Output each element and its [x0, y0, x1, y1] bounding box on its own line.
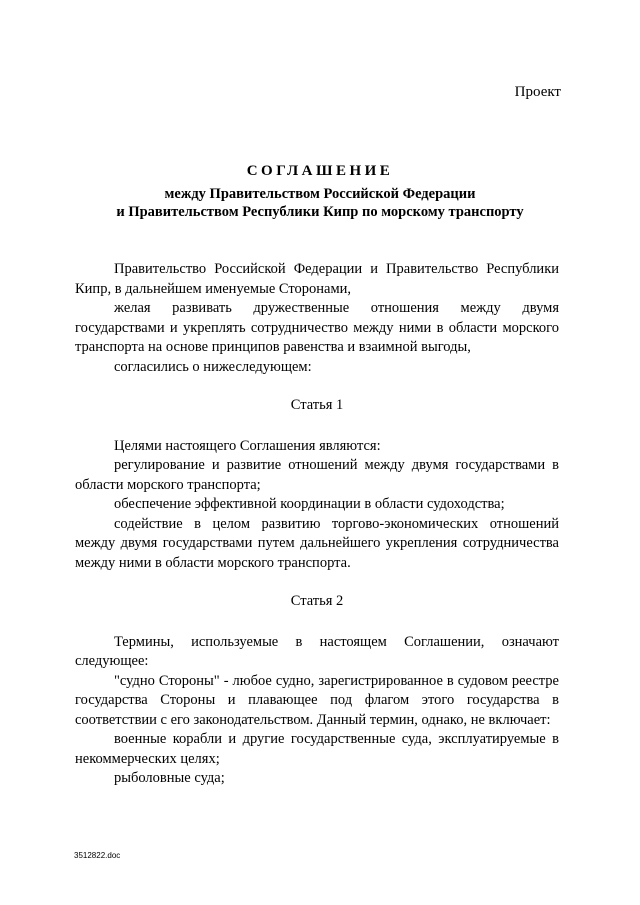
- article-2-paragraph: Термины, используемые в настоящем Соглашении, означают следующее:: [75, 633, 559, 669]
- document-title: СОГЛАШЕНИЕ: [246, 163, 394, 179]
- article-1-paragraph: Целями настоящего Соглашения являются:: [114, 437, 381, 454]
- article-1-paragraph: регулирование и развитие отношений между двумя государствами в области морского транспорта;: [75, 457, 559, 493]
- preamble-paragraph: согласились о нижеследующем:: [114, 358, 312, 375]
- document-subtitle: [0, 185, 640, 221]
- preamble-paragraph: Правительство Российской Федерации и Правительство Республики Кипр, в дальнейшем именуемые Сторонами,: [75, 261, 559, 297]
- article-2-paragraph: "судно Стороны" - любое судно, зарегистрированное в судовом реестре государства Стороны и плавающее под флагом этого государства в соответствии с его законодательством. Данный термин, однако, не включает:: [75, 672, 559, 728]
- draft-stamp: Проект: [514, 84, 561, 100]
- preamble-paragraph: желая развивать дружественные отношения между двумя государствами и укреплять сотрудничество между ними в области морского транспорта на основе принципов равенства и взаимной выгоды,: [75, 300, 559, 355]
- article-2-paragraph: военные корабли и другие государственные суда, эксплуатируемые в некоммерческих целях;: [75, 731, 559, 767]
- article-1-heading: Статья 1: [290, 397, 344, 413]
- article-2-paragraph: рыболовные суда;: [114, 770, 225, 786]
- subtitle-line-1: между Правительством Российской Федерации: [164, 186, 476, 202]
- subtitle-line-2: и Правительством Республики Кипр по морскому транспорту: [116, 204, 524, 220]
- document-body: [75, 260, 559, 789]
- article-2-heading: Статья 2: [290, 593, 344, 609]
- file-name-footer: 3512822.doc: [74, 851, 121, 860]
- article-1-paragraph: обеспечение эффективной координации в области судоходства;: [114, 496, 505, 512]
- article-1-paragraph: содействие в целом развитию торгово-экономических отношений между двумя государствами путем дальнейшего укрепления сотрудничества между ними в области морского транспорта.: [75, 515, 559, 571]
